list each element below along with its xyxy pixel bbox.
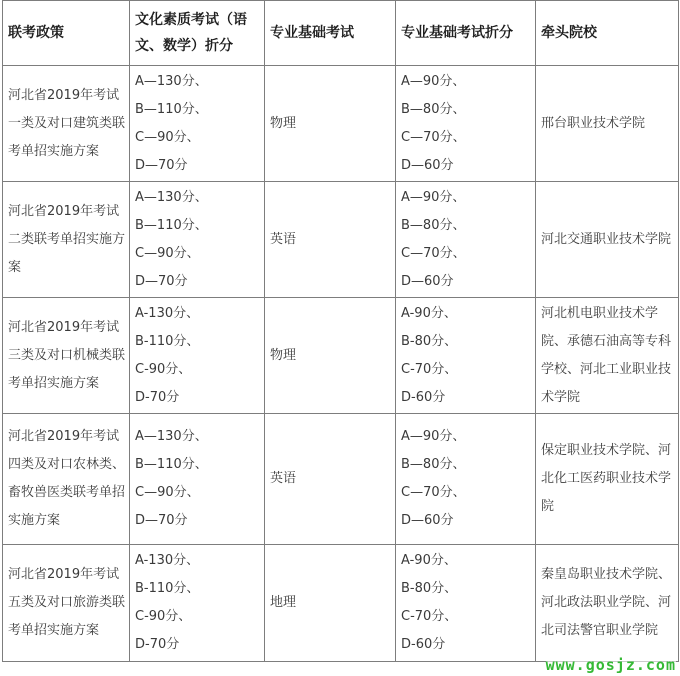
table-row bbox=[3, 66, 679, 182]
score-line: C-70分、 bbox=[401, 609, 458, 624]
score-line: D—60分 bbox=[401, 273, 454, 289]
score-line: B—80分、 bbox=[401, 101, 466, 117]
score-line: B—110分、 bbox=[135, 217, 208, 233]
score-line: C-90分、 bbox=[135, 361, 192, 377]
table-row bbox=[3, 545, 679, 662]
score-line: D—70分 bbox=[135, 513, 188, 528]
header-culture-score: 文化素质考试（语文、数学）折分 bbox=[130, 1, 265, 66]
table-header-row bbox=[3, 1, 679, 66]
score-line: B-110分、 bbox=[135, 581, 200, 596]
policy-cell: 河北省2019年考试五类及对口旅游类联考单招实施方案 bbox=[3, 545, 130, 662]
policy-cell: 河北省2019年考试一类及对口建筑类联考单招实施方案 bbox=[3, 66, 130, 182]
score-line: D-70分 bbox=[135, 389, 180, 405]
score-line: D—60分 bbox=[401, 157, 454, 173]
score-line: D-60分 bbox=[401, 637, 446, 652]
subject-score-cell bbox=[396, 414, 536, 545]
score-line: A-90分、 bbox=[401, 553, 457, 568]
score-line: B—80分、 bbox=[401, 217, 466, 233]
score-line: A—130分、 bbox=[135, 429, 208, 444]
policy-cell: 河北省2019年考试二类联考单招实施方案 bbox=[3, 182, 130, 298]
score-line: A-130分、 bbox=[135, 305, 200, 321]
score-line: A—130分、 bbox=[135, 189, 208, 205]
subject-cell: 英语 bbox=[265, 182, 396, 298]
header-policy: 联考政策 bbox=[3, 1, 130, 66]
score-line: C—70分、 bbox=[401, 129, 466, 145]
score-line: A-90分、 bbox=[401, 305, 457, 321]
score-line: D—70分 bbox=[135, 157, 188, 173]
lead-school-cell: 邢台职业技术学院 bbox=[536, 66, 679, 182]
table-row bbox=[3, 298, 679, 414]
subject-cell: 物理 bbox=[265, 298, 396, 414]
lead-school-cell: 秦皇岛职业技术学院、河北政法职业学院、河北司法警官职业学院 bbox=[536, 545, 679, 662]
score-line: A-130分、 bbox=[135, 553, 200, 568]
score-line: D-70分 bbox=[135, 637, 180, 652]
policy-cell: 河北省2019年考试三类及对口机械类联考单招实施方案 bbox=[3, 298, 130, 414]
score-line: A—90分、 bbox=[401, 429, 466, 444]
culture-score-cell bbox=[130, 414, 265, 545]
culture-score-cell bbox=[130, 66, 265, 182]
score-line: D—60分 bbox=[401, 513, 454, 528]
subject-score-cell bbox=[396, 545, 536, 662]
score-line: C—70分、 bbox=[401, 485, 466, 500]
score-line: C—90分、 bbox=[135, 129, 200, 145]
culture-score-cell bbox=[130, 298, 265, 414]
score-line: D—70分 bbox=[135, 273, 188, 289]
table-row bbox=[3, 182, 679, 298]
score-line: B—110分、 bbox=[135, 101, 208, 117]
score-line: C-90分、 bbox=[135, 609, 192, 624]
lead-school-cell: 河北交通职业技术学院 bbox=[536, 182, 679, 298]
score-line: B-110分、 bbox=[135, 333, 200, 349]
score-line: C—90分、 bbox=[135, 485, 200, 500]
score-line: A—90分、 bbox=[401, 189, 466, 205]
subject-cell: 地理 bbox=[265, 545, 396, 662]
culture-score-cell bbox=[130, 545, 265, 662]
site-watermark: www.gosjz.com bbox=[545, 656, 676, 674]
lead-school-cell: 保定职业技术学院、河北化工医药职业技术学院 bbox=[536, 414, 679, 545]
score-line: B—80分、 bbox=[401, 457, 466, 472]
culture-score-cell bbox=[130, 182, 265, 298]
admission-policy-table bbox=[2, 0, 679, 662]
score-line: D-60分 bbox=[401, 389, 446, 405]
subject-cell: 物理 bbox=[265, 66, 396, 182]
subject-cell: 英语 bbox=[265, 414, 396, 545]
score-line: B—110分、 bbox=[135, 457, 208, 472]
header-lead-school: 牵头院校 bbox=[536, 1, 679, 66]
score-line: B-80分、 bbox=[401, 333, 458, 349]
score-line: C—90分、 bbox=[135, 245, 200, 261]
score-line: B-80分、 bbox=[401, 581, 458, 596]
score-line: A—90分、 bbox=[401, 73, 466, 89]
subject-score-cell bbox=[396, 182, 536, 298]
header-subject-exam: 专业基础考试 bbox=[265, 1, 396, 66]
subject-score-cell bbox=[396, 298, 536, 414]
subject-score-cell bbox=[396, 66, 536, 182]
score-line: C—70分、 bbox=[401, 245, 466, 261]
score-line: A—130分、 bbox=[135, 73, 208, 89]
score-line: C-70分、 bbox=[401, 361, 458, 377]
header-subject-score: 专业基础考试折分 bbox=[396, 1, 536, 66]
lead-school-cell: 河北机电职业技术学院、承德石油高等专科学校、河北工业职业技术学院 bbox=[536, 298, 679, 414]
policy-cell: 河北省2019年考试四类及对口农林类、畜牧兽医类联考单招实施方案 bbox=[3, 414, 130, 545]
table-row bbox=[3, 414, 679, 545]
